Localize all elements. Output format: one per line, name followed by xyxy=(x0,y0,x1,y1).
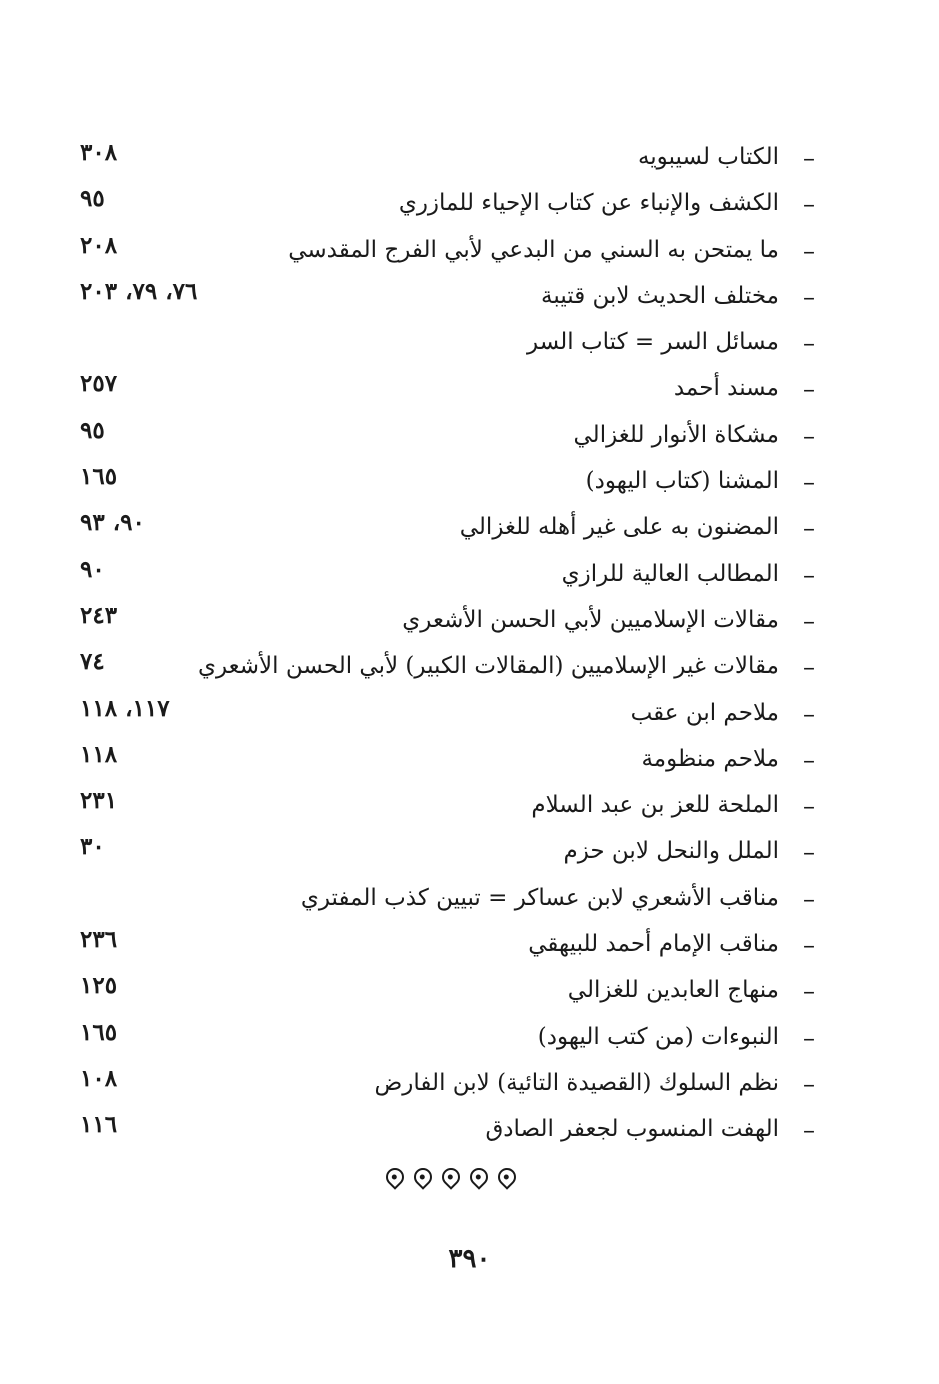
index-entry xyxy=(80,505,815,551)
entry-dash: – xyxy=(803,514,815,543)
entry-title: مسائل السر = كتاب السر xyxy=(527,329,779,356)
ornament-leaf-icon xyxy=(382,1164,407,1189)
entry-dash: – xyxy=(803,699,815,728)
entry-title: مسند أحمد xyxy=(673,375,779,402)
entry-title: الملل والنحل لابن حزم xyxy=(563,838,779,865)
entry-title: الملحة للعز بن عبد السلام xyxy=(531,792,779,819)
index-entry xyxy=(80,644,815,690)
entry-dash: – xyxy=(803,838,815,867)
entry-title: المشنا (كتاب اليهود) xyxy=(585,468,779,495)
entry-title: النبوءات (من كتب اليهود) xyxy=(537,1023,779,1050)
entry-dash: – xyxy=(803,977,815,1006)
entry-title: مختلف الحديث لابن قتيبة xyxy=(541,282,779,309)
entry-title: المضنون به على غير أهله للغزالي xyxy=(459,514,779,541)
entry-dash: – xyxy=(803,606,815,635)
ornament-leaf-icon xyxy=(494,1164,519,1189)
index-entry xyxy=(80,1061,815,1107)
entry-dash: – xyxy=(803,1069,815,1098)
entry-pages: ١١٧، ١١٨ xyxy=(80,694,170,722)
entry-title: مشكاة الأنوار للغزالي xyxy=(573,421,779,448)
index-entry xyxy=(80,829,815,875)
index-entry xyxy=(80,413,815,459)
entry-title: نظم السلوك (القصيدة التائية) لابن الفارض xyxy=(374,1069,779,1096)
index-entry xyxy=(80,1107,815,1153)
entry-dash: – xyxy=(803,1116,815,1145)
entry-dash: – xyxy=(803,884,815,913)
entry-dash: – xyxy=(803,931,815,960)
entry-dash: – xyxy=(803,190,815,219)
index-entry xyxy=(80,922,815,968)
entry-dash: – xyxy=(803,560,815,589)
entry-dash: – xyxy=(803,329,815,358)
entry-pages: ٩٥ xyxy=(80,185,105,213)
entry-pages: ٢٥٧ xyxy=(80,370,118,398)
index-entry xyxy=(80,181,815,227)
entry-pages: ١٢٥ xyxy=(80,972,118,1000)
entry-pages: ٩٠، ٩٣ xyxy=(80,509,145,537)
entry-title: مقالات غير الإسلاميين (المقالات الكبير) لأبي الحسن الأشعري xyxy=(197,653,779,680)
index-entry xyxy=(80,366,815,412)
entry-dash: – xyxy=(803,1023,815,1052)
entry-pages: ٢٠٨ xyxy=(80,231,118,259)
entry-title: منهاج العابدين للغزالي xyxy=(567,977,779,1004)
entry-dash: – xyxy=(803,792,815,821)
entry-pages: ٩٥ xyxy=(80,416,105,444)
index-entry xyxy=(80,783,815,829)
entry-pages: ١١٦ xyxy=(80,1111,118,1139)
index-entry xyxy=(80,968,815,1014)
entry-pages: ١٦٥ xyxy=(80,1018,118,1046)
entry-pages: ٧٦، ٧٩، ٢٠٣ xyxy=(80,277,198,305)
entry-title: ما يمتحن به السني من البدعي لأبي الفرج المقدسي xyxy=(288,236,779,263)
entry-pages: ٢٣١ xyxy=(80,787,118,815)
entry-dash: – xyxy=(803,653,815,682)
entry-pages: ١١٨ xyxy=(80,740,118,768)
ornament-leaf-icon xyxy=(438,1164,463,1189)
entry-pages: ٩٠ xyxy=(80,555,105,583)
index-entry xyxy=(80,274,815,320)
index-entry xyxy=(80,737,815,783)
index-entry xyxy=(80,552,815,598)
entry-pages: ٢٣٦ xyxy=(80,926,118,954)
entry-title: الكشف والإنباء عن كتاب الإحياء للمازري xyxy=(398,190,779,217)
entry-title: المطالب العالية للرازي xyxy=(561,560,779,587)
entry-dash: – xyxy=(803,236,815,265)
entry-pages: ٣٠ xyxy=(80,833,105,861)
index-entry xyxy=(80,598,815,644)
entry-title: ملاحم ابن عقب xyxy=(630,699,779,726)
index-entry xyxy=(80,228,815,274)
index-entry xyxy=(80,459,815,505)
index-entry xyxy=(80,876,815,922)
entry-title: الكتاب لسيبويه xyxy=(637,144,779,170)
ornament-leaf-icon xyxy=(410,1164,435,1189)
entry-title: ملاحم منظومة xyxy=(641,745,779,772)
entry-title: مناقب الإمام أحمد للبيهقي xyxy=(528,931,779,958)
entry-pages: ٧٤ xyxy=(80,648,105,676)
entry-dash: – xyxy=(803,375,815,404)
page-number: ٣٩٠ xyxy=(448,1244,491,1274)
entry-pages: ٢٤٣ xyxy=(80,601,118,629)
ornament-leaf-icon xyxy=(466,1164,491,1189)
section-end-ornament xyxy=(386,1160,516,1194)
index-entry xyxy=(80,691,815,737)
entry-pages: ٣٠٨ xyxy=(80,139,118,166)
index-entry xyxy=(80,1015,815,1061)
entry-dash: – xyxy=(803,144,815,172)
index-entry xyxy=(80,135,815,181)
entry-title: مناقب الأشعري لابن عساكر = تبيين كذب المفتري xyxy=(300,884,779,911)
entry-pages: ١٠٨ xyxy=(80,1064,118,1092)
entry-dash: – xyxy=(803,468,815,497)
index-entry xyxy=(80,320,815,366)
entry-title: الهفت المنسوب لجعفر الصادق xyxy=(485,1116,779,1143)
entry-pages: ١٦٥ xyxy=(80,463,118,491)
entry-dash: – xyxy=(803,282,815,311)
index-list xyxy=(80,135,815,1154)
entry-title: مقالات الإسلاميين لأبي الحسن الأشعري xyxy=(402,606,779,633)
entry-dash: – xyxy=(803,421,815,450)
entry-dash: – xyxy=(803,745,815,774)
